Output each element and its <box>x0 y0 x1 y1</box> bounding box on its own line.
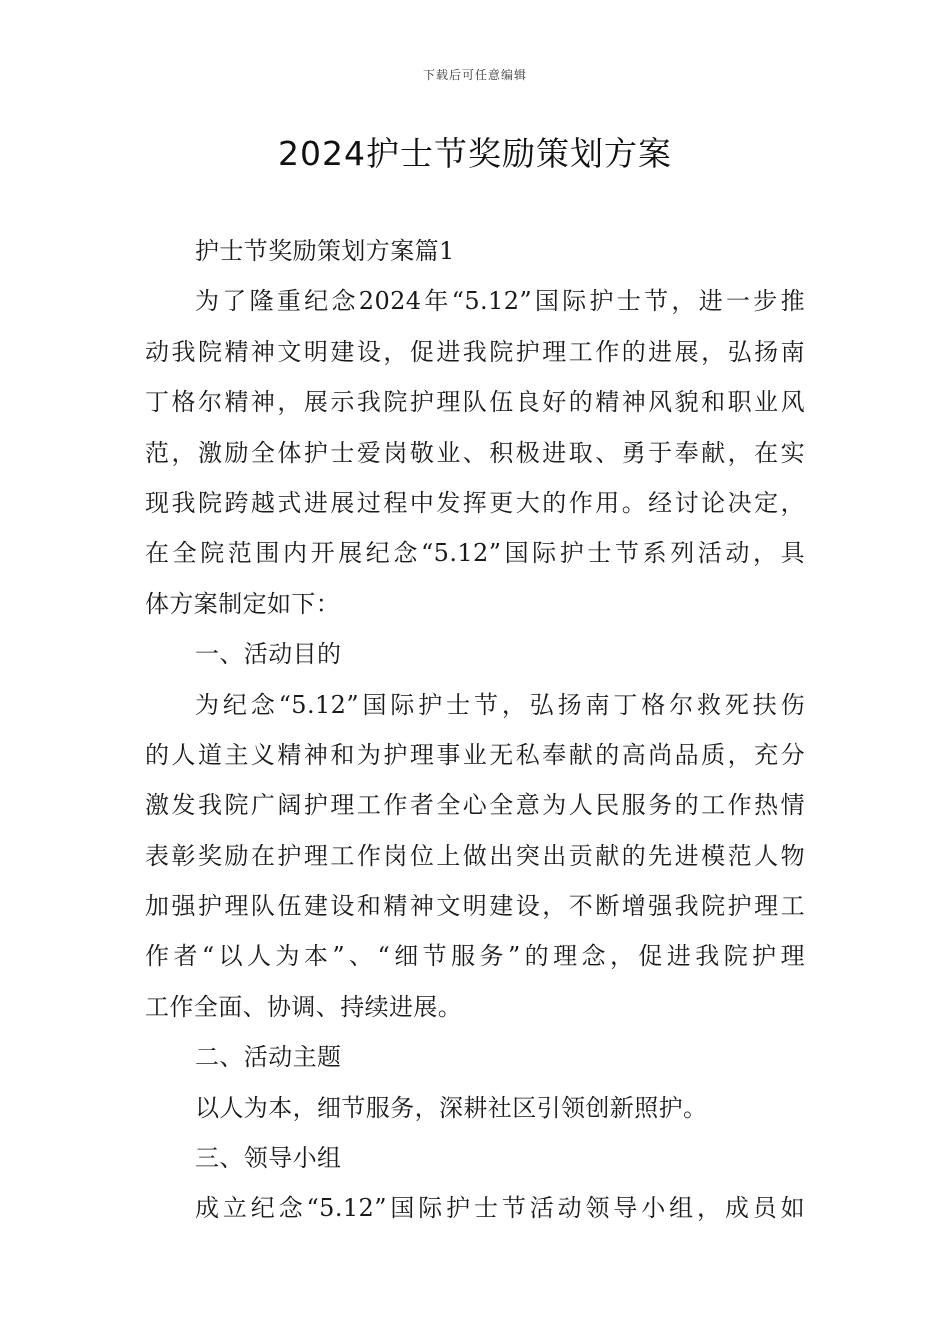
body-line: 范，激励全体护士爱岗敬业、积极进取、勇于奉献，在实 <box>145 438 805 467</box>
body-line: 表彰奖励在护理工作岗位上做出突出贡献的先进模范人物 <box>145 841 805 870</box>
body-line: 工作全面、协调、持续进展。 <box>145 992 463 1021</box>
body-line: 成立纪念“5.12”国际护士节活动领导小组，成员如 <box>195 1194 805 1223</box>
body-line: 激发我院广阔护理工作者全心全意为人民服务的工作热情 <box>145 791 805 820</box>
body-line: 为了隆重纪念2024年“5.12”国际护士节，进一步推 <box>195 287 805 316</box>
body-line: 的人道主义精神和为护理事业无私奉献的高尚品质，充分 <box>145 740 805 769</box>
body-line: 以人为本，细节服务，深耕社区引领创新照护。 <box>195 1093 708 1122</box>
body-line: 动我院精神文明建设，促进我院护理工作的进展，弘扬南 <box>145 337 805 366</box>
document-body <box>145 226 805 1234</box>
body-line: 护士节奖励策划方案篇1 <box>195 237 455 265</box>
body-line: 在全院范围内开展纪念“5.12”国际护士节系列活动，具 <box>145 539 805 568</box>
document-title: 2024护士节奖励策划方案 <box>278 134 672 173</box>
body-line: 丁格尔精神，展示我院护理队伍良好的精神风貌和职业风 <box>145 388 805 417</box>
body-line: 为纪念“5.12”国际护士节，弘扬南丁格尔救死扶伤 <box>195 690 805 719</box>
body-line: 三、领导小组 <box>195 1144 342 1173</box>
body-line: 加强护理队伍建设和精神文明建设，不断增强我院护理工 <box>145 892 805 921</box>
body-line: 二、活动主题 <box>195 1043 342 1072</box>
body-line: 体方案制定如下： <box>145 589 341 618</box>
body-line: 现我院跨越式进展过程中发挥更大的作用。经讨论决定， <box>145 488 805 517</box>
body-line: 作者“以人为本”、“细节服务”的理念，促进我院护理 <box>145 942 805 971</box>
body-line: 一、活动目的 <box>195 640 342 669</box>
header-note: 下载后可任意编辑 <box>422 68 527 82</box>
